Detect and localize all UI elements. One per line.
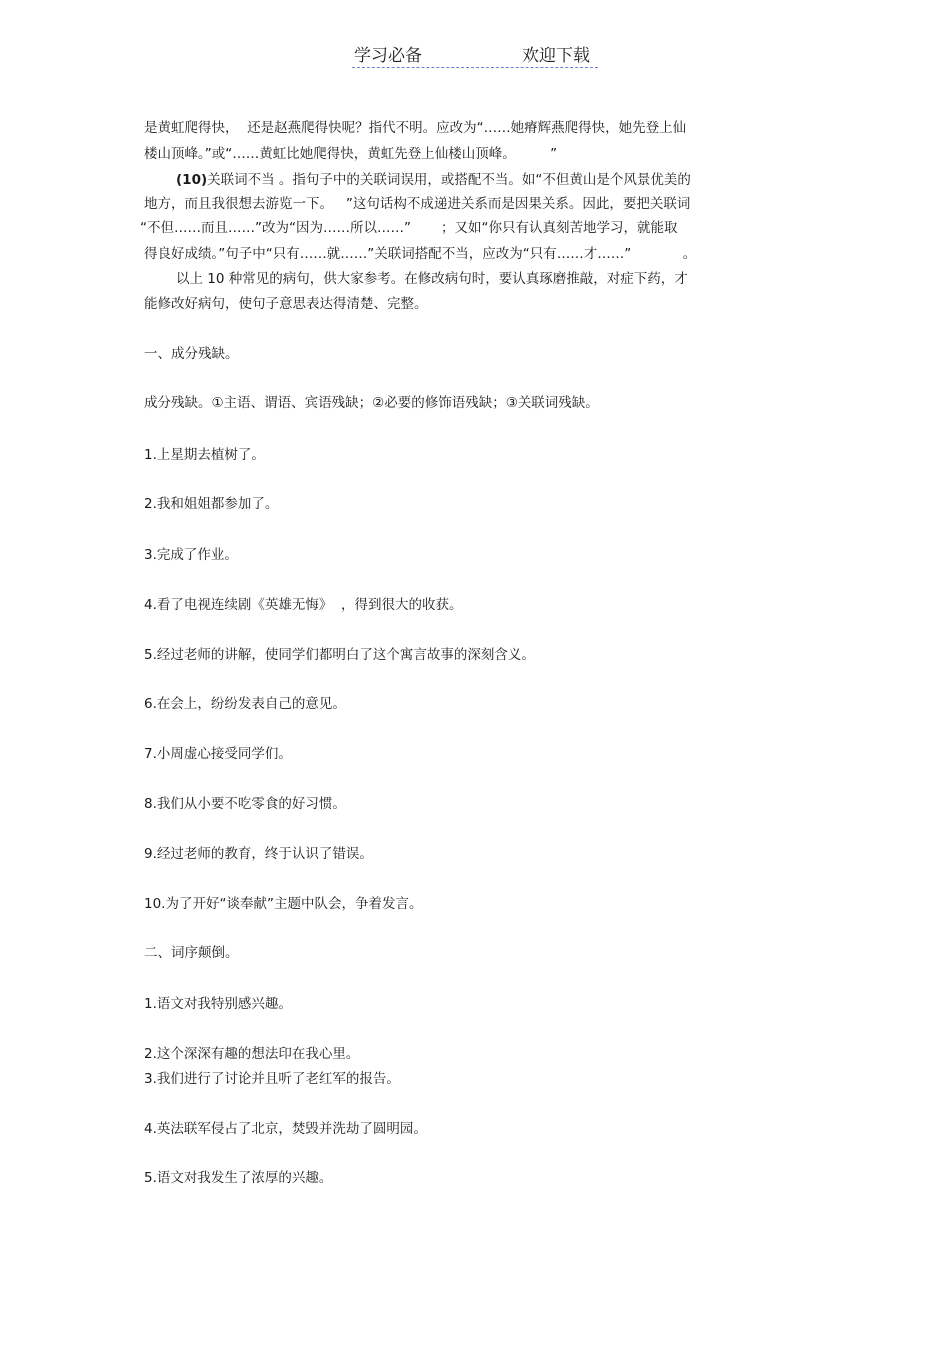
list-item: 7.小周虚心接受同学们。 (144, 746, 292, 762)
list-item: 9.经过老师的教育，终于认识了错误。 (144, 846, 373, 862)
list-item: 2.这个深深有趣的想法印在我心里。 (144, 1046, 360, 1062)
list-item: 2.我和姐姐都参加了。 (144, 496, 279, 512)
paragraph-line: 是黄虹爬得快， 还是赵燕爬得快呢？指代不明。应改为“……她瘠辉燕爬得快，她先登上仙 (144, 120, 687, 136)
header-left-text: 学习必备 (354, 46, 422, 66)
section-title: 二、词序颠倒。 (144, 945, 239, 961)
paragraph-line: 地方，而且我很想去游览一下。 ”这句话构不成递进关系而是因果关系。因此，要把关联词 (144, 196, 691, 212)
item-number-label: (10) (176, 172, 208, 188)
list-item: 10.为了开好“谈奉献”主题中队会，争着发言。 (144, 896, 423, 912)
paragraph-line: “不但……而且……”改为“因为……所以……” ；又如“你只有认真刻苦地学习，就能取 (140, 220, 678, 236)
section-description: 成分残缺。①主语、谓语、宾语残缺；②必要的修饰语残缺；③关联词残缺。 (144, 395, 599, 411)
list-item: 4.看了电视连续剧《英雄无悔》 ，得到很大的收获。 (144, 597, 463, 613)
list-item: 1.上星期去植树了。 (144, 447, 265, 463)
list-item: 3.完成了作业。 (144, 547, 238, 563)
list-item: 8.我们从小要不吃零食的好习惯。 (144, 796, 346, 812)
list-item: 1.语文对我特别感兴趣。 (144, 996, 292, 1012)
section-title: 一、成分残缺。 (144, 346, 239, 362)
page-header (352, 41, 598, 68)
paragraph-line: 得良好成绩。”句子中“只有……就……”关联词搭配不当，应改为“只有……才……” 。 (144, 246, 697, 262)
paragraph-line (176, 171, 691, 189)
list-item: 6.在会上，纷纷发表自己的意见。 (144, 696, 346, 712)
paragraph-text: 关联词不当 。指句子中的关联词误用，或搭配不当。如“不但黄山是个风景优美的 (207, 172, 691, 188)
list-item: 4.英法联军侵占了北京，焚毁并洗劫了圆明园。 (144, 1121, 427, 1137)
header-right-text: 欢迎下载 (522, 46, 590, 66)
list-item: 5.经过老师的讲解，使同学们都明白了这个寓言故事的深刻含义。 (144, 647, 535, 663)
paragraph-line: 能修改好病句，使句子意思表达得清楚、完整。 (144, 296, 428, 312)
paragraph-line: 楼山顶峰。”或“……黄虹比她爬得快，黄虹先登上仙楼山顶峰。 ” (144, 146, 558, 162)
paragraph-line: 以上 10 种常见的病句，供大家参考。在修改病句时，要认真琢磨推敲，对症下药，才 (176, 271, 688, 287)
list-item: 5.语文对我发生了浓厚的兴趣。 (144, 1170, 333, 1186)
list-item: 3.我们进行了讨论并且听了老红军的报告。 (144, 1071, 400, 1087)
